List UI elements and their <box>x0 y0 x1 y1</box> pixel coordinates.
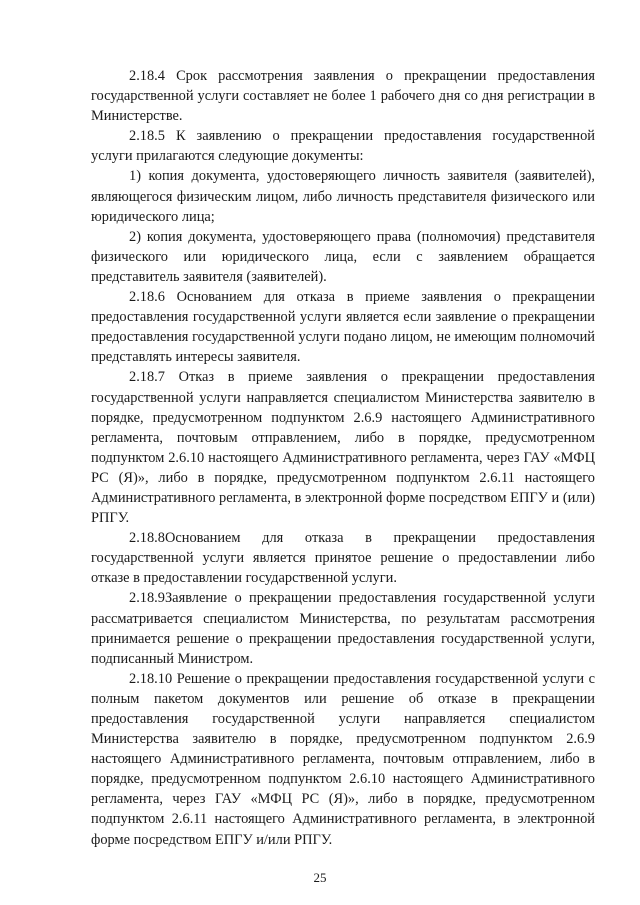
paragraph-2-18-7: 2.18.7 Отказ в приеме заявления о прекращении предоставления государственной услуги направляется специалистом Министерства заявителю в порядке, предусмотренном подпунктом 2.6.9 настоящего Административного регламента, почтовым отправлением, либо в порядке, предусмотренном подпунктом 2.6.10 настоящего Административного регламента, через ГАУ «МФЦ РС (Я)», либо в порядке, предусмотренном подпунктом 2.6.11 настоящего Административного регламента, в электронной форме посредством ЕПГУ и (или) РПГУ. <box>91 369 595 527</box>
paragraph-2-18-9: 2.18.9Заявление о прекращении предоставления государственной услуги рассматривается специалистом Министерства, по результатам рассмотрения принимается решение о прекращении предоставления государственной услуги, подписанный Министром. <box>91 590 595 667</box>
paragraph-2-18-6: 2.18.6 Основанием для отказа в приеме заявления о прекращении предоставления государственной услуги является если заявление о прекращении предоставления государственной услуги подано лицом, не имеющим полномочий представлять интересы заявителя. <box>91 289 595 366</box>
paragraph-2-18-10: 2.18.10 Решение о прекращении предоставления государственной услуги с полным пакетом документов или решение об отказе в прекращении предоставления государственной услуги направляется специалистом Министерства заявителю в порядке, предусмотренном подпунктом 2.6.9 настоящего Административного регламента, почтовым отправлением, либо в порядке, предусмотренном подпунктом 2.6.10 настоящего Административного регламента, через ГАУ «МФЦ РС (Я)», либо в порядке, предусмотренном подпунктом 2.6.11 настоящего Административного регламента, в электронной форме посредством ЕПГУ и/или РПГУ. <box>91 670 595 848</box>
paragraph-2-18-4: 2.18.4 Срок рассмотрения заявления о прекращении предоставления государственной услуги составляет не более 1 рабочего дня со дня регистрации в Министерстве. <box>91 68 595 125</box>
paragraph-2-18-8: 2.18.8Основанием для отказа в прекращении предоставления государственной услуги является принятое решение о предоставлении либо отказе в предоставлении государственной услуги. <box>91 530 595 587</box>
list-item-1: 1) копия документа, удостоверяющего личность заявителя (заявителей), являющегося физическим лицом, либо личность представителя физического или юридического лица; <box>91 168 595 225</box>
list-item-2: 2) копия документа, удостоверяющего права (полномочия) представителя физического или юридического лица, если с заявлением обращается представитель заявителя (заявителей). <box>91 228 595 285</box>
page-number: 25 <box>313 870 327 885</box>
paragraph-2-18-5: 2.18.5 К заявлению о прекращении предоставления государственной услуги прилагаются следующие документы: <box>91 128 595 165</box>
document-body <box>91 66 595 850</box>
